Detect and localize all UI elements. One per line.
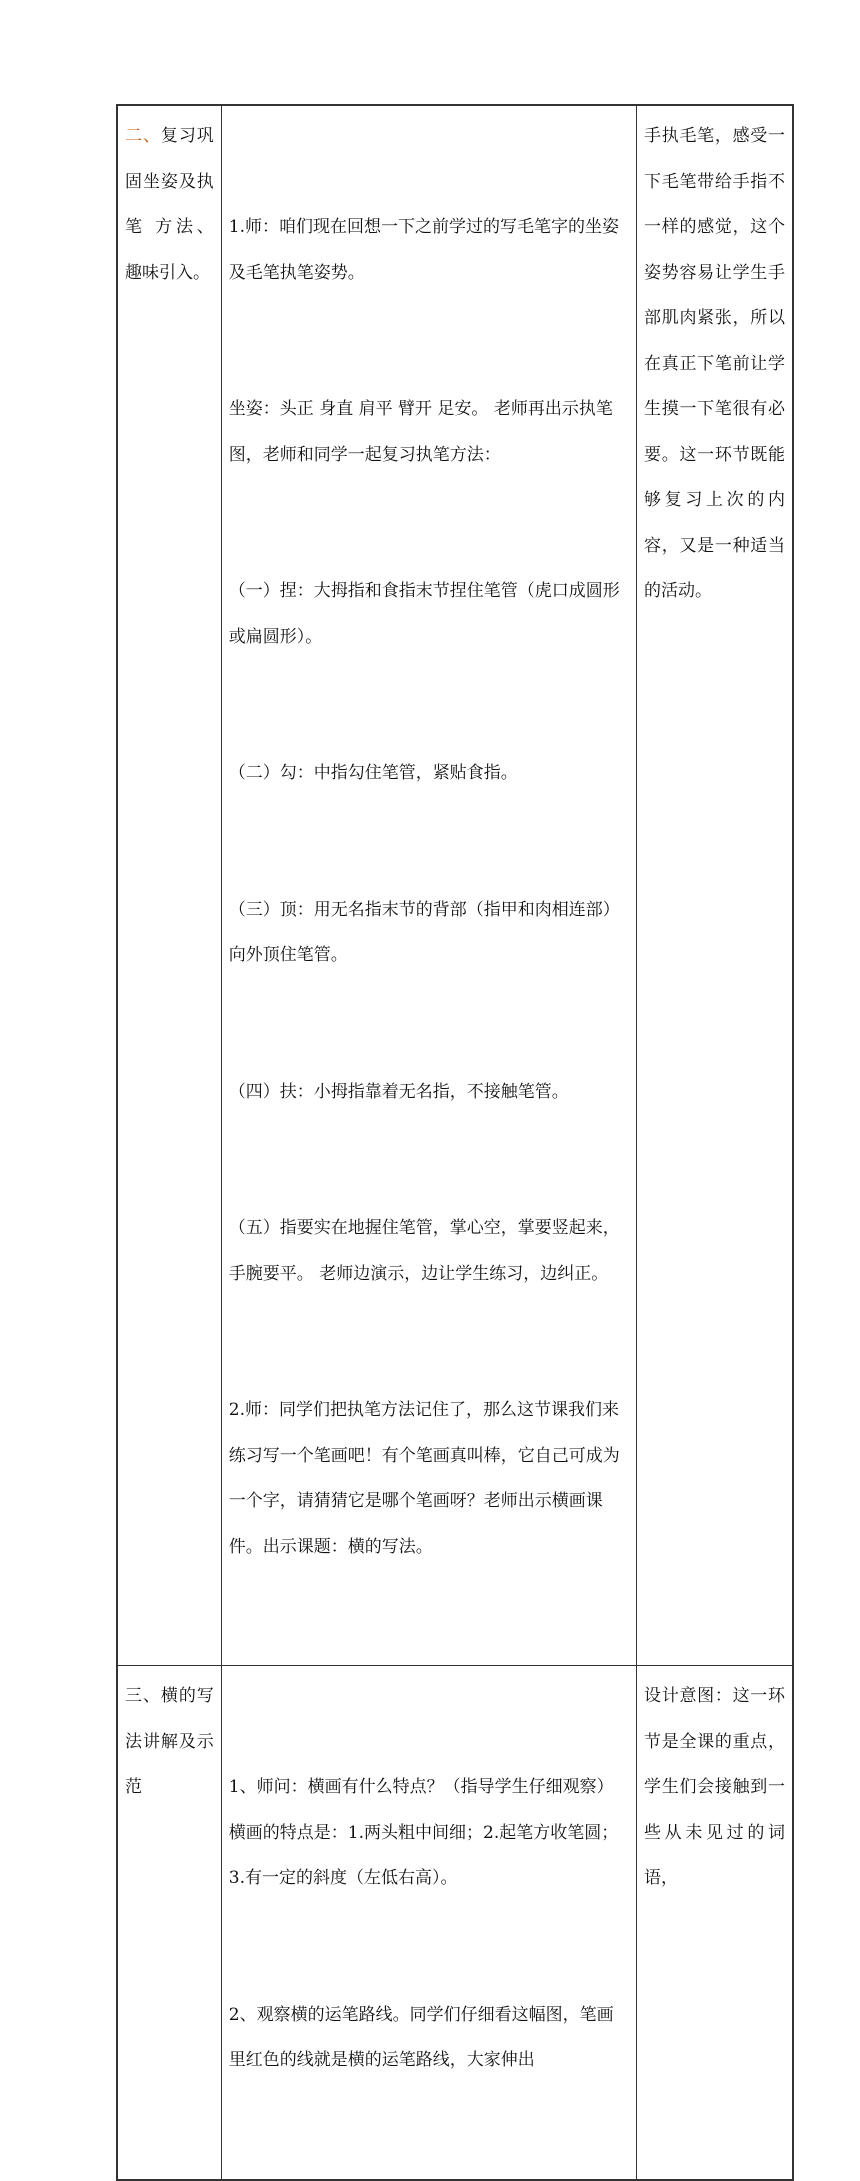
intent-cell xyxy=(637,1666,793,2180)
process-paragraph: 2、观察横的运笔路线。同学们仔细看这幅图，笔画里红色的线就是横的运笔路线，大家伸出 xyxy=(228,2004,614,2070)
process-paragraph: 1、师问：横画有什么特点？（指导学生仔细观察）横画的特点是：1.两头粗中间细；2.起笔方收笔圆；3.有一定的斜度（左低右高）。 xyxy=(228,1777,619,1888)
table-row xyxy=(117,105,793,1666)
intent-text: 设计意图：这一环节是全课的重点，学生们会接触到一些从未见过的词语， xyxy=(644,1686,785,1888)
process-paragraph: （二）勾：中指勾住笔管，紧贴食指。 xyxy=(228,763,518,783)
process-paragraph: 2.师：同学们把执笔方法记住了，那么这节课我们来练习写一个笔画吧！有个笔画真叫棒，它自己可成为一个字，请猜猜它是哪个笔画呀？老师出示横画课件。出示课题：横的写法。 xyxy=(228,1400,620,1557)
process-paragraph: （四）扶：小拇指靠着无名指，不接触笔管。 xyxy=(228,1081,569,1102)
stage-text xyxy=(125,114,220,296)
stage-number: 二、 xyxy=(125,126,161,146)
intent-cell xyxy=(637,105,793,1666)
process-cell xyxy=(221,1666,636,2180)
stage-cell xyxy=(117,105,221,1666)
table-row xyxy=(117,1666,793,2180)
stage-text xyxy=(125,1674,214,1811)
stage-cell xyxy=(117,1666,221,2180)
process-paragraph: 坐姿：头正 身直 肩平 臂开 足安。 老师再出示执笔图，老师和同学一起复习执笔方法： xyxy=(228,399,613,465)
lesson-plan-table xyxy=(116,104,794,2181)
process-paragraph: （五）指要实在地握住笔管，掌心空，掌要竖起来，手腕要平。 老师边演示，边让学生练习，边纠正。 xyxy=(228,1218,620,1284)
intent-text: 手执毛笔，感受一下毛笔带给手指不一样的感觉，这个姿势容易让学生手部肌肉紧张，所以在真正下笔前让学生摸一下笔很有必要。这一环节既能够复习上次的内容，又是一种适当的活动。 xyxy=(644,126,785,601)
stage-title: 三、横的写法讲解及示范 xyxy=(125,1686,214,1797)
process-cell xyxy=(221,105,636,1666)
stage-title: 复习巩固坐姿及执 笔 方法、趣味引入。 xyxy=(125,126,220,283)
process-paragraph: （一）捏：大拇指和食指末节捏住笔管（虎口成圆形或扁圆形）。 xyxy=(228,581,620,647)
process-paragraph: 1.师：咱们现在回想一下之前学过的写毛笔字的坐姿及毛笔执笔姿势。 xyxy=(228,217,620,283)
process-paragraph: （三）顶：用无名指末节的背部（指甲和肉相连部）向外顶住笔管。 xyxy=(228,899,620,965)
